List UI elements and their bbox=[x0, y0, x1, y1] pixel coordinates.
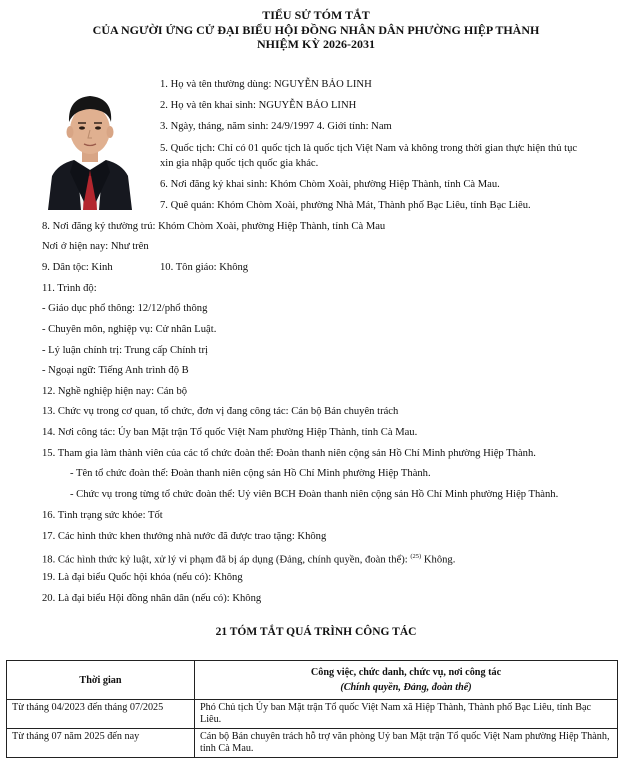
item-general-education: - Giáo dục phổ thông: 12/12/phổ thông bbox=[42, 303, 208, 314]
document-header bbox=[0, 8, 632, 52]
column-header-time: Thời gian bbox=[7, 661, 195, 700]
item-nationality-cont: xin gia nhập quốc tịch quốc gia khác. bbox=[160, 158, 319, 169]
item-common-name: 1. Họ và tên thường dùng: NGUYỄN BẢO LINH bbox=[160, 79, 372, 90]
table-row bbox=[7, 729, 618, 758]
table-header-row bbox=[7, 661, 618, 700]
item-foreign-language: - Ngoại ngữ: Tiếng Anh trình độ B bbox=[42, 365, 189, 376]
document-title: TIỂU SỬ TÓM TẮT bbox=[262, 8, 370, 22]
footnote-ref: (25) bbox=[410, 553, 422, 560]
item-organization-role: - Chức vụ trong từng tổ chức đoàn thể: Uỷ viên BCH Đoàn thanh niên cộng sản Hồ Chí Minh phường Hiệp Thành. bbox=[70, 489, 559, 500]
item-workplace: 14. Nơi công tác: Ủy ban Mặt trận Tổ quốc Việt Nam phường Hiệp Thành, tỉnh Cà Mau. bbox=[42, 427, 418, 438]
item-awards: 17. Các hình thức khen thưởng nhà nước đã được trao tặng: Không bbox=[42, 531, 327, 542]
item-peoples-council: 20. Là đại biểu Hội đồng nhân dân (nếu có): Không bbox=[42, 593, 262, 604]
item-professional: - Chuyên môn, nghiệp vụ: Cử nhân Luật. bbox=[42, 324, 217, 335]
table-cell-job: Phó Chủ tịch Ủy ban Mặt trận Tổ quốc Việt Nam xã Hiệp Thành, Thành phố Bạc Liêu, tỉnh Bạc Liêu. bbox=[195, 700, 618, 729]
item-birth-registration: 6. Nơi đăng ký khai sinh: Khóm Chòm Xoài, phường Hiệp Thành, tỉnh Cà Mau. bbox=[160, 179, 500, 190]
table-cell-time: Từ tháng 07 năm 2025 đến nay bbox=[7, 729, 195, 758]
work-history-table bbox=[6, 660, 618, 758]
table-row bbox=[7, 700, 618, 729]
item-position: 13. Chức vụ trong cơ quan, tổ chức, đơn vị đang công tác: Cán bộ Bán chuyên trách bbox=[42, 406, 399, 417]
portrait-image bbox=[44, 72, 136, 210]
candidate-portrait bbox=[44, 72, 136, 210]
table-cell-job: Cán bộ Bán chuyên trách hỗ trợ văn phòng Uỷ ban Mặt trận Tổ quốc Việt Nam phường Hiệp Thành, tỉnh Cà Mau. bbox=[195, 729, 618, 758]
item-religion: 10. Tôn giáo: Không bbox=[160, 262, 249, 273]
item-qualifications: 11. Trình độ: bbox=[42, 283, 97, 294]
table-cell-time: Từ tháng 04/2023 đến tháng 07/2025 bbox=[7, 700, 195, 729]
column-header-job bbox=[195, 661, 618, 700]
section-title-work-history: 21 TÓM TẮT QUÁ TRÌNH CÔNG TÁC bbox=[215, 626, 417, 638]
column-header-job-title: Công việc, chức danh, chức vụ, nơi công tác bbox=[310, 667, 502, 678]
item-birthdate-gender: 3. Ngày, tháng, năm sinh: 24/9/1997 4. Giới tính: Nam bbox=[160, 121, 392, 132]
column-header-job-note: (Chính quyền, Đảng, đoàn thể) bbox=[340, 682, 472, 693]
item-nationality: 5. Quốc tịch: Chỉ có 01 quốc tịch là quốc tịch Việt Nam và không trong thời gian thực hiện thủ tục bbox=[160, 143, 578, 154]
item-occupation: 12. Nghề nghiệp hiện nay: Cán bộ bbox=[42, 386, 188, 397]
item-discipline bbox=[42, 550, 455, 567]
item-permanent-residence: 8. Nơi đăng ký thường trú: Khóm Chòm Xoài, phường Hiệp Thành, tỉnh Cà Mau bbox=[42, 221, 386, 232]
item-ethnicity: 9. Dân tộc: Kinh bbox=[42, 262, 113, 273]
item-discipline-value: Không. bbox=[421, 554, 456, 566]
item-discipline-text: 18. Các hình thức kỷ luật, xử lý vi phạm đã bị áp dụng (Đảng, chính quyền, đoàn thể): bbox=[42, 554, 411, 566]
item-current-residence: Nơi ở hiện nay: Như trên bbox=[42, 241, 149, 252]
item-political-theory: - Lý luận chính trị: Trung cấp Chính trị bbox=[42, 345, 208, 356]
item-organization-name: - Tên tổ chức đoàn thể: Đoàn thanh niên cộng sản Hồ Chí Minh phường Hiệp Thành. bbox=[70, 468, 431, 479]
document-term: NHIỆM KỲ 2026-2031 bbox=[257, 37, 375, 51]
document-subtitle: CỦA NGƯỜI ỨNG CỬ ĐẠI BIỂU HỘI ĐỒNG NHÂN DÂN PHƯỜNG HIỆP THÀNH bbox=[92, 22, 540, 37]
item-national-assembly: 19. Là đại biểu Quốc hội khóa (nếu có): Không bbox=[42, 572, 243, 583]
item-hometown: 7. Quê quán: Khóm Chòm Xoài, phường Nhà Mát, Thành phố Bạc Liêu, tỉnh Bạc Liêu. bbox=[160, 200, 531, 211]
item-organizations: 15. Tham gia làm thành viên của các tổ chức đoàn thể: Đoàn thanh niên cộng sản Hồ Chí Minh phường Hiệp Thành. bbox=[42, 448, 536, 459]
item-health: 16. Tình trạng sức khỏe: Tốt bbox=[42, 510, 163, 521]
item-birth-name: 2. Họ và tên khai sinh: NGUYỄN BẢO LINH bbox=[160, 100, 357, 111]
